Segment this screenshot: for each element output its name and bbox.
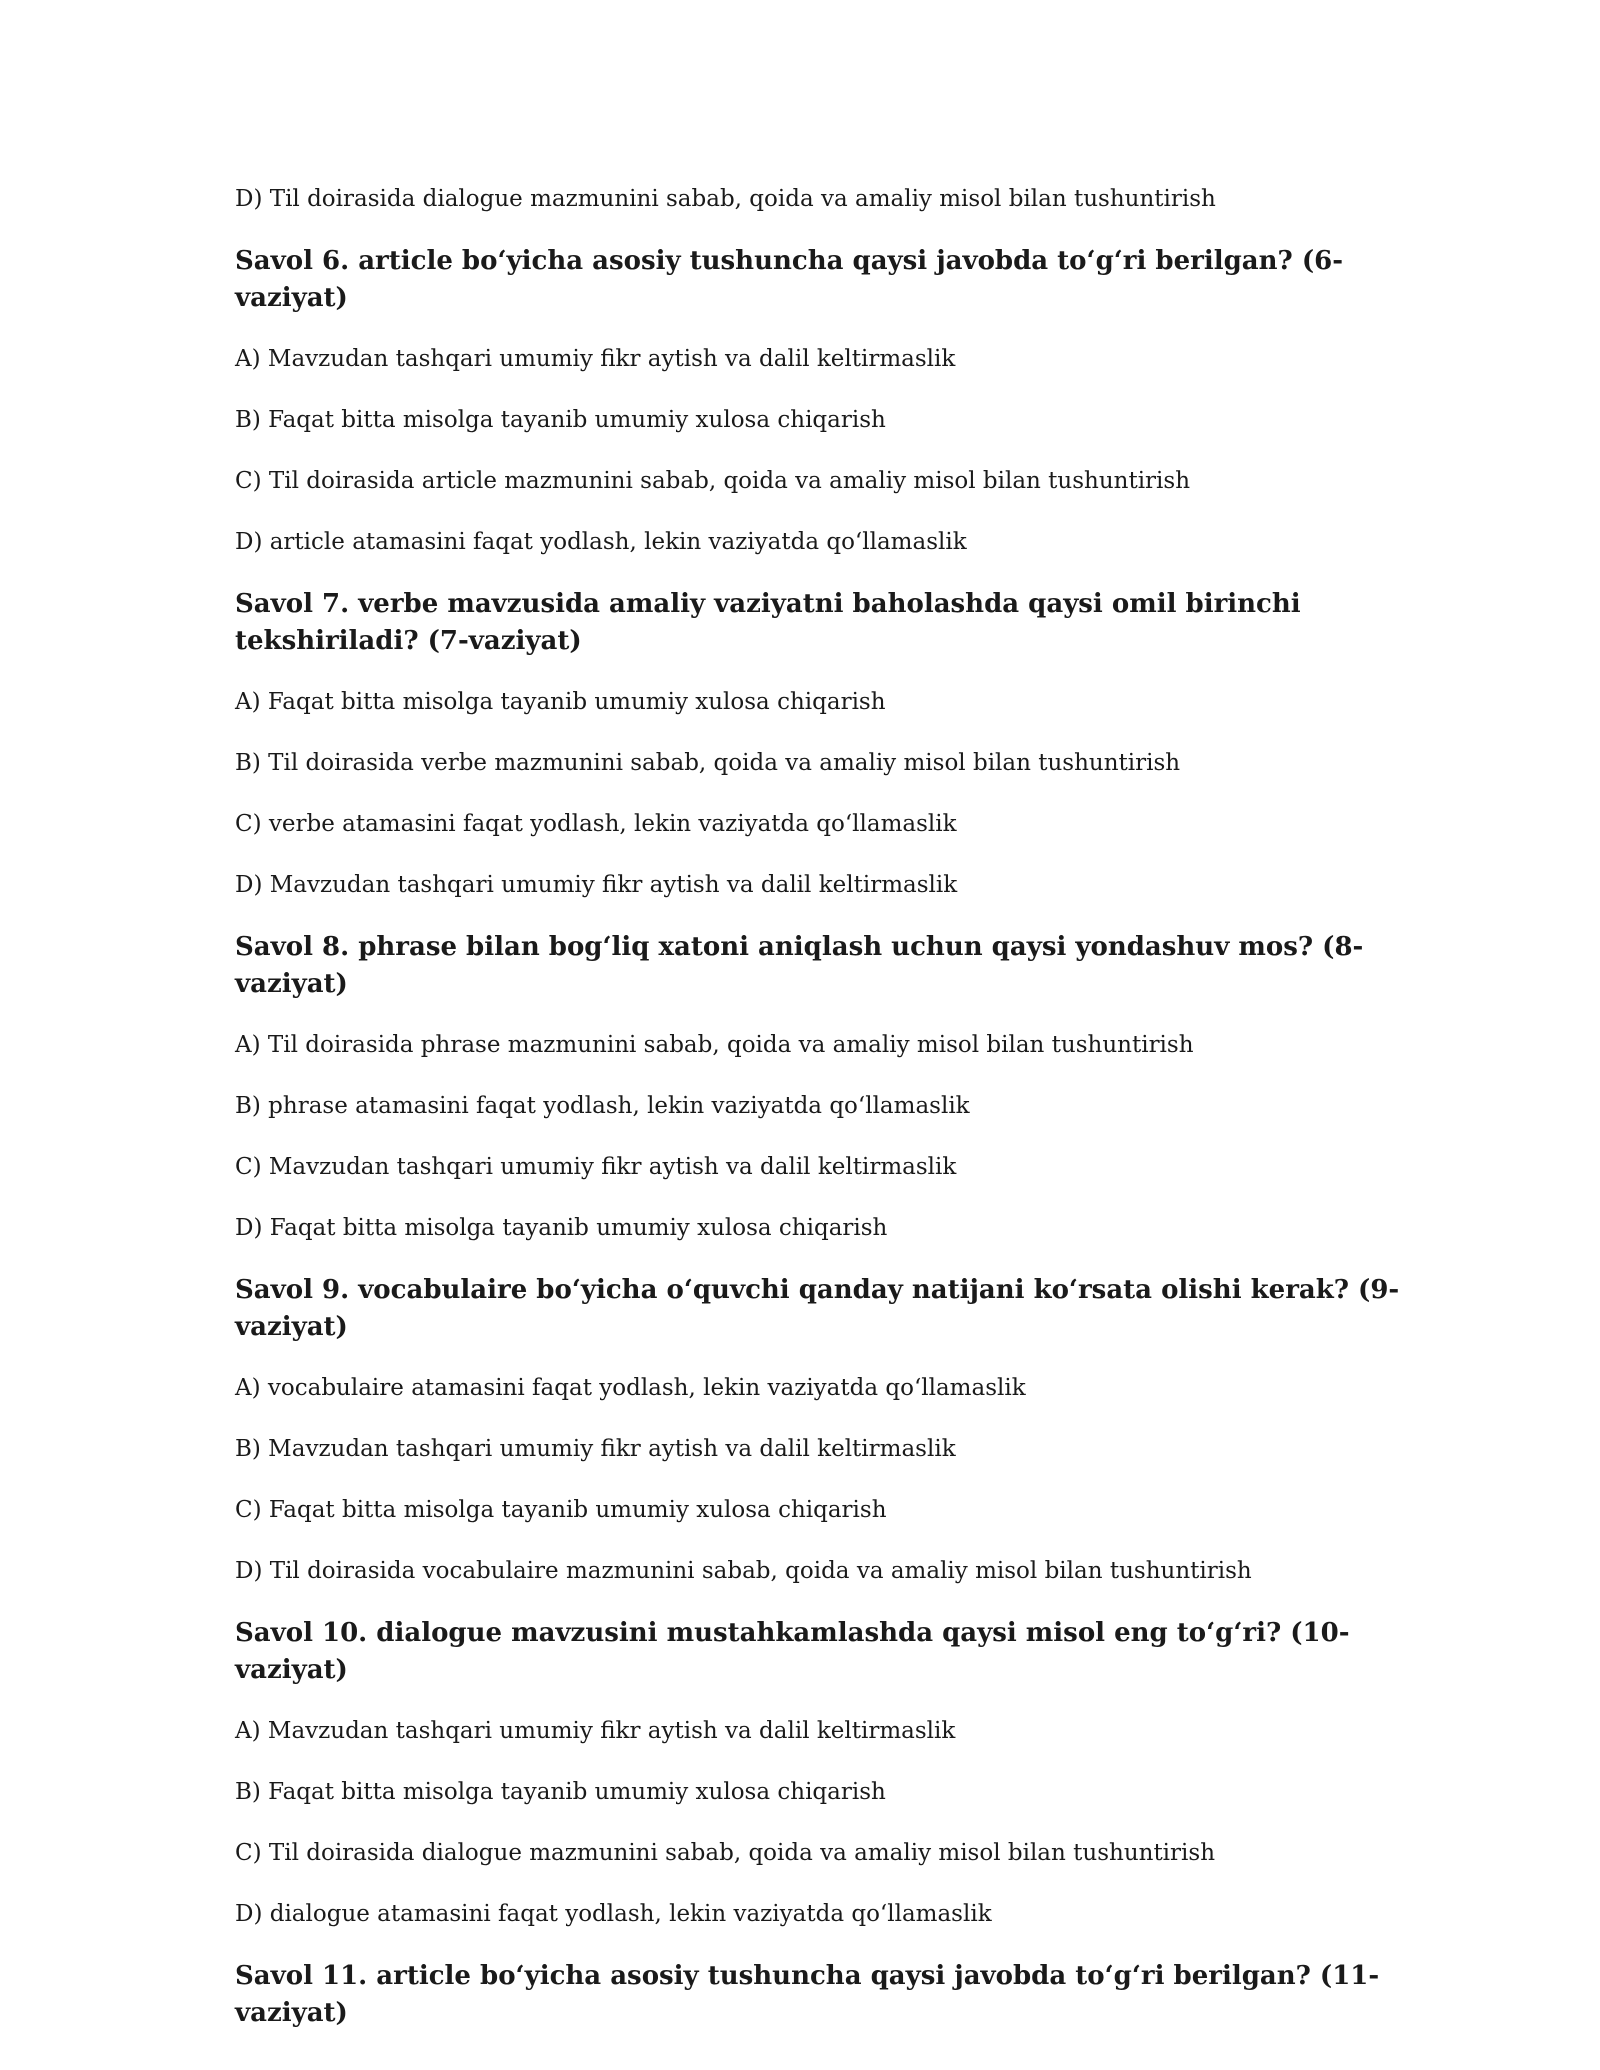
answer-option-a: A) Faqat bitta misolga tayanib umumiy xulosa chiqarish	[235, 689, 886, 715]
answer-option-a: A) Mavzudan tashqari umumiy fikr aytish va dalil keltirmaslik	[235, 1718, 956, 1744]
question-heading: Savol 11. article bo‘yicha asosiy tushuncha qaysi javobda to‘g‘ri berilgan? (11-vaziyat)	[235, 1961, 1380, 2028]
question-heading: Savol 7. verbe mavzusida amaliy vaziyatni baholashda qaysi omil birinchi tekshiriladi? (7-vaziyat)	[235, 589, 1301, 656]
question-block-9	[235, 1272, 1415, 1588]
question-block-6	[235, 243, 1415, 559]
answer-option-c: C) verbe atamasini faqat yodlash, lekin vaziyatda qo‘llamaslik	[235, 811, 957, 837]
answer-option-a: A) Til doirasida phrase mazmunini sabab, qoida va amaliy misol bilan tushuntirish	[235, 1032, 1194, 1058]
question-block-7	[235, 586, 1415, 902]
answer-option-d: D) dialogue atamasini faqat yodlash, lekin vaziyatda qo‘llamaslik	[235, 1901, 992, 1927]
answer-option-c: C) Til doirasida article mazmunini sabab, qoida va amaliy misol bilan tushuntirish	[235, 468, 1191, 494]
answer-option-a: A) Mavzudan tashqari umumiy fikr aytish va dalil keltirmaslik	[235, 346, 956, 372]
answer-option-c: C) Faqat bitta misolga tayanib umumiy xulosa chiqarish	[235, 1497, 887, 1523]
question-heading: Savol 10. dialogue mavzusini mustahkamlashda qaysi misol eng to‘g‘ri? (10-vaziyat)	[235, 1618, 1350, 1685]
answer-option-d: D) Faqat bitta misolga tayanib umumiy xulosa chiqarish	[235, 1215, 888, 1241]
answer-option-a: A) vocabulaire atamasini faqat yodlash, lekin vaziyatda qo‘llamaslik	[235, 1375, 1026, 1401]
document-page	[235, 182, 1415, 2057]
answer-option-c: C) Til doirasida dialogue mazmunini sabab, qoida va amaliy misol bilan tushuntirish	[235, 1840, 1216, 1866]
question-block-11	[235, 1958, 1415, 2032]
question-heading: Savol 6. article bo‘yicha asosiy tushuncha qaysi javobda to‘g‘ri berilgan? (6-vaziyat)	[235, 246, 1344, 313]
question-heading: Savol 9. vocabulaire bo‘yicha o‘quvchi qanday natijani ko‘rsata olishi kerak? (9-vaziyat)	[235, 1275, 1400, 1342]
answer-option-b: B) Faqat bitta misolga tayanib umumiy xulosa chiqarish	[235, 1779, 886, 1805]
answer-option-d: D) Til doirasida dialogue mazmunini sabab, qoida va amaliy misol bilan tushuntirish	[235, 186, 1216, 212]
question-heading: Savol 8. phrase bilan bog‘liq xatoni aniqlash uchun qaysi yondashuv mos? (8-vaziyat)	[235, 932, 1364, 999]
answer-option-d: D) Mavzudan tashqari umumiy fikr aytish va dalil keltirmaslik	[235, 872, 958, 898]
answer-option-b: B) phrase atamasini faqat yodlash, lekin vaziyatda qo‘llamaslik	[235, 1093, 970, 1119]
answer-option-c: C) Mavzudan tashqari umumiy fikr aytish va dalil keltirmaslik	[235, 1154, 957, 1180]
answer-option-b: B) Faqat bitta misolga tayanib umumiy xulosa chiqarish	[235, 407, 886, 433]
answer-option-d: D) article atamasini faqat yodlash, lekin vaziyatda qo‘llamaslik	[235, 529, 967, 555]
question-block-8	[235, 929, 1415, 1245]
question-block-10	[235, 1615, 1415, 1931]
answer-option-b: B) Mavzudan tashqari umumiy fikr aytish va dalil keltirmaslik	[235, 1436, 956, 1462]
answer-option-d: D) Til doirasida vocabulaire mazmunini sabab, qoida va amaliy misol bilan tushuntirish	[235, 1558, 1252, 1584]
answer-option-b: B) Til doirasida verbe mazmunini sabab, qoida va amaliy misol bilan tushuntirish	[235, 750, 1181, 776]
